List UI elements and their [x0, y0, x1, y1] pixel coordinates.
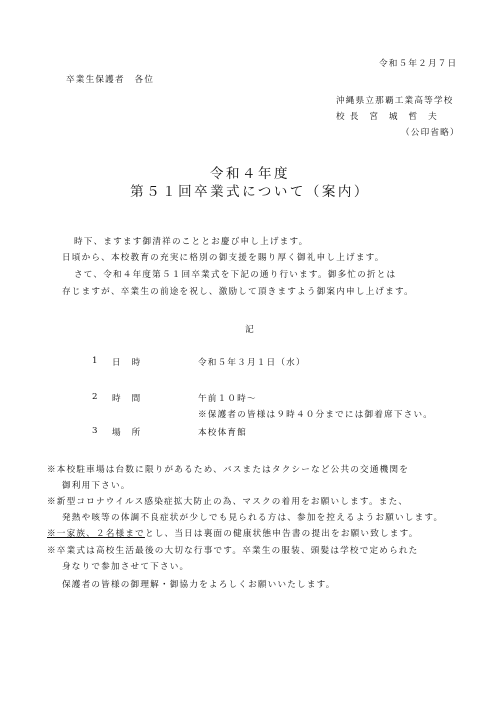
- school-name: 沖縄県立那覇工業高等学校: [336, 96, 454, 106]
- detail-value-time: 午前１０時～: [198, 394, 257, 404]
- ki-heading: 記: [245, 325, 255, 335]
- detail-value-date: 令和５年３月１日（水）: [198, 358, 306, 368]
- document-date: 令和５年２月７日: [379, 59, 458, 69]
- note-3: [47, 527, 419, 539]
- note-3-rest: とし、当日は裏面の健康状態申告書の提出をお願い致します。: [144, 529, 419, 539]
- detail-value-place: 本校体育館: [198, 428, 247, 438]
- recipient: 卒業生保護者 各位: [66, 75, 155, 85]
- principal-name: 校 長 宮 城 哲 夫: [336, 112, 438, 122]
- title-main: 第５１回卒業式について（案内）: [130, 184, 370, 200]
- note-4-line-2: 身なりで参加させて下さい。: [62, 562, 190, 572]
- detail-label-place: 場 所: [112, 428, 142, 438]
- detail-time-note: ※保護者の皆様は９時４０分までには御着席下さい。: [198, 410, 434, 420]
- detail-label-time: 時 間: [112, 394, 142, 404]
- detail-num: 2: [92, 392, 99, 402]
- closing-line: 保護者の皆様の御理解・御協力をよろしくお願いいたします。: [62, 580, 336, 590]
- detail-num: 1: [92, 356, 99, 366]
- seal-omitted-note: （公印省略）: [401, 128, 460, 138]
- body-line-3: さて、令和４年度第５１回卒業式を下記の通り行います。御多忙の折とは: [74, 270, 397, 280]
- note-2-line-1: ※新型コロナウイルス感染症拡大防止の為、マスクの着用をお願いします。また、: [47, 497, 409, 507]
- body-line-1: 時下、ますます御清祥のこととお慶び申し上げます。: [74, 237, 309, 247]
- body-line-2: 日頃から、本校教育の充実に格別の御支援を賜り厚く御礼申し上げます。: [62, 253, 385, 263]
- title-year: 令和４年度: [210, 166, 290, 182]
- note-4-line-1: ※卒業式は高校生活最後の大切な行事です。卒業生の服装、頭髪は学校で定められた: [47, 546, 419, 556]
- detail-num: 3: [92, 426, 99, 436]
- note-1-line-2: 御利用下さい。: [62, 481, 131, 491]
- note-3-underlined: ※一家族、２名様まで: [47, 529, 145, 539]
- note-1-line-1: ※本校駐車場は台数に限りがあるため、バスまたはタクシーなど公共の交通機関を: [47, 465, 410, 475]
- body-line-4: 存じますが、卒業生の前途を祝し、激励して頂きますよう御案内申し上げます。: [62, 287, 414, 297]
- detail-label-date: 日 時: [112, 358, 142, 368]
- note-2-line-2: 発熱や咳等の体調不良症状が少しでも見られる方は、参加を控えるようお願いします。: [62, 513, 444, 523]
